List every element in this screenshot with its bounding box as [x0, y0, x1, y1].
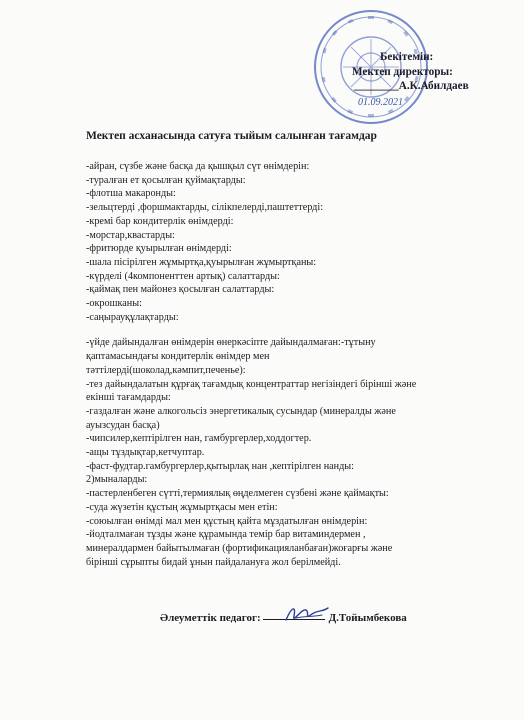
list-line: -суда жүзетін құстың жұмыртқасы мен етін: — [86, 501, 278, 513]
list-line: -тез дайындалатын құрғақ тағамдық концентраттар негізіндегі бірінші және — [86, 378, 417, 390]
list-line: -күрделі (4компоненттен артық) салаттарды: — [86, 270, 280, 282]
document-title: Мектеп асханасында сатуға тыйым салынған тағамдар — [86, 130, 377, 142]
paragraph-gap — [86, 324, 486, 336]
handwritten-signature — [282, 602, 334, 626]
list-line: минералдармен байытылмаған (фортификацияланбаған)жоғарғы және — [86, 542, 393, 554]
list-line: -зельцтерді ,форшмактарды, сілікпелерді,паштеттерді: — [86, 202, 324, 214]
prohibited-food-list — [86, 160, 486, 569]
list-line: екінші тағамдарды: — [86, 392, 171, 404]
list-line: -шала пісірілген жұмыртқа,қуырылған жұмыртқаны: — [86, 256, 317, 268]
signatory-role: Әлеуметтік педагог: — [160, 612, 261, 624]
list-line: -йодталмаған тұзды және құрамында темір бар витаминдермен , — [86, 529, 366, 541]
list-line: -айран, сүзбе және басқа да қышқыл сүт өнімдерін: — [86, 161, 310, 172]
list-line: -фритюрде қуырылған өнімдерді: — [86, 243, 232, 255]
list-line: -туралған ет қосылған қуймақтарды: — [86, 174, 246, 186]
list-line: 2)мыналарды: — [86, 474, 148, 486]
list-line: -окрошканы: — [86, 298, 142, 310]
approval-date: 01.09.2021 — [358, 97, 403, 108]
director-name: ________А.К.Абилдаев — [354, 80, 469, 92]
list-line: ауызсудан басқа) — [86, 419, 160, 431]
approval-label: Бекітемін: — [380, 51, 434, 63]
list-line: -саңырауқұлақтарды: — [86, 311, 179, 323]
list-line: -үйде дайындалған өнімдерін өнеркәсіпте дайындалмаған:-тұтыну — [86, 337, 376, 349]
signatory-name: Д.Тойымбекова — [328, 612, 407, 624]
list-line: бірінші сұрыпты бидай ұнын пайдалануға жол берілмейді. — [86, 556, 341, 568]
list-line: -чипсилер,кептірілген нан, гамбургерлер,ходдогтер. — [86, 433, 312, 445]
approval-block — [352, 50, 517, 108]
list-line: -фаст-фудтар.гамбургерлер,қытырлақ нан ,кептірілген нанды: — [86, 460, 354, 472]
list-line: -флотша макаронды: — [86, 188, 176, 200]
list-line: -кремі бар кондитерлік өнімдерді: — [86, 215, 234, 227]
list-line: -ащы тұздықтар,кетчуптар. — [86, 447, 205, 459]
list-line: тәттілерді(шоколад,кәмпит,печенье): — [86, 364, 246, 376]
list-line: -союылған өнімді мал мен құстың қайта мұздатылған өнімдерін: — [86, 515, 368, 527]
director-label: Мектеп директоры: — [352, 65, 453, 78]
list-line: -газдалған және алкогольсіз энергетикалық сусындар (минералды және — [86, 405, 396, 417]
list-line: қаптамасындағы кондитерлік өнімдер мен — [86, 351, 270, 363]
list-line: -морстар,квастарды: — [86, 229, 175, 241]
list-line: -қаймақ пен майонез қосылған салаттарды: — [86, 284, 275, 296]
list-line: -пастерленбеген сүтті,термиялық өңделмеген сүзбені және қаймақты: — [86, 488, 389, 500]
